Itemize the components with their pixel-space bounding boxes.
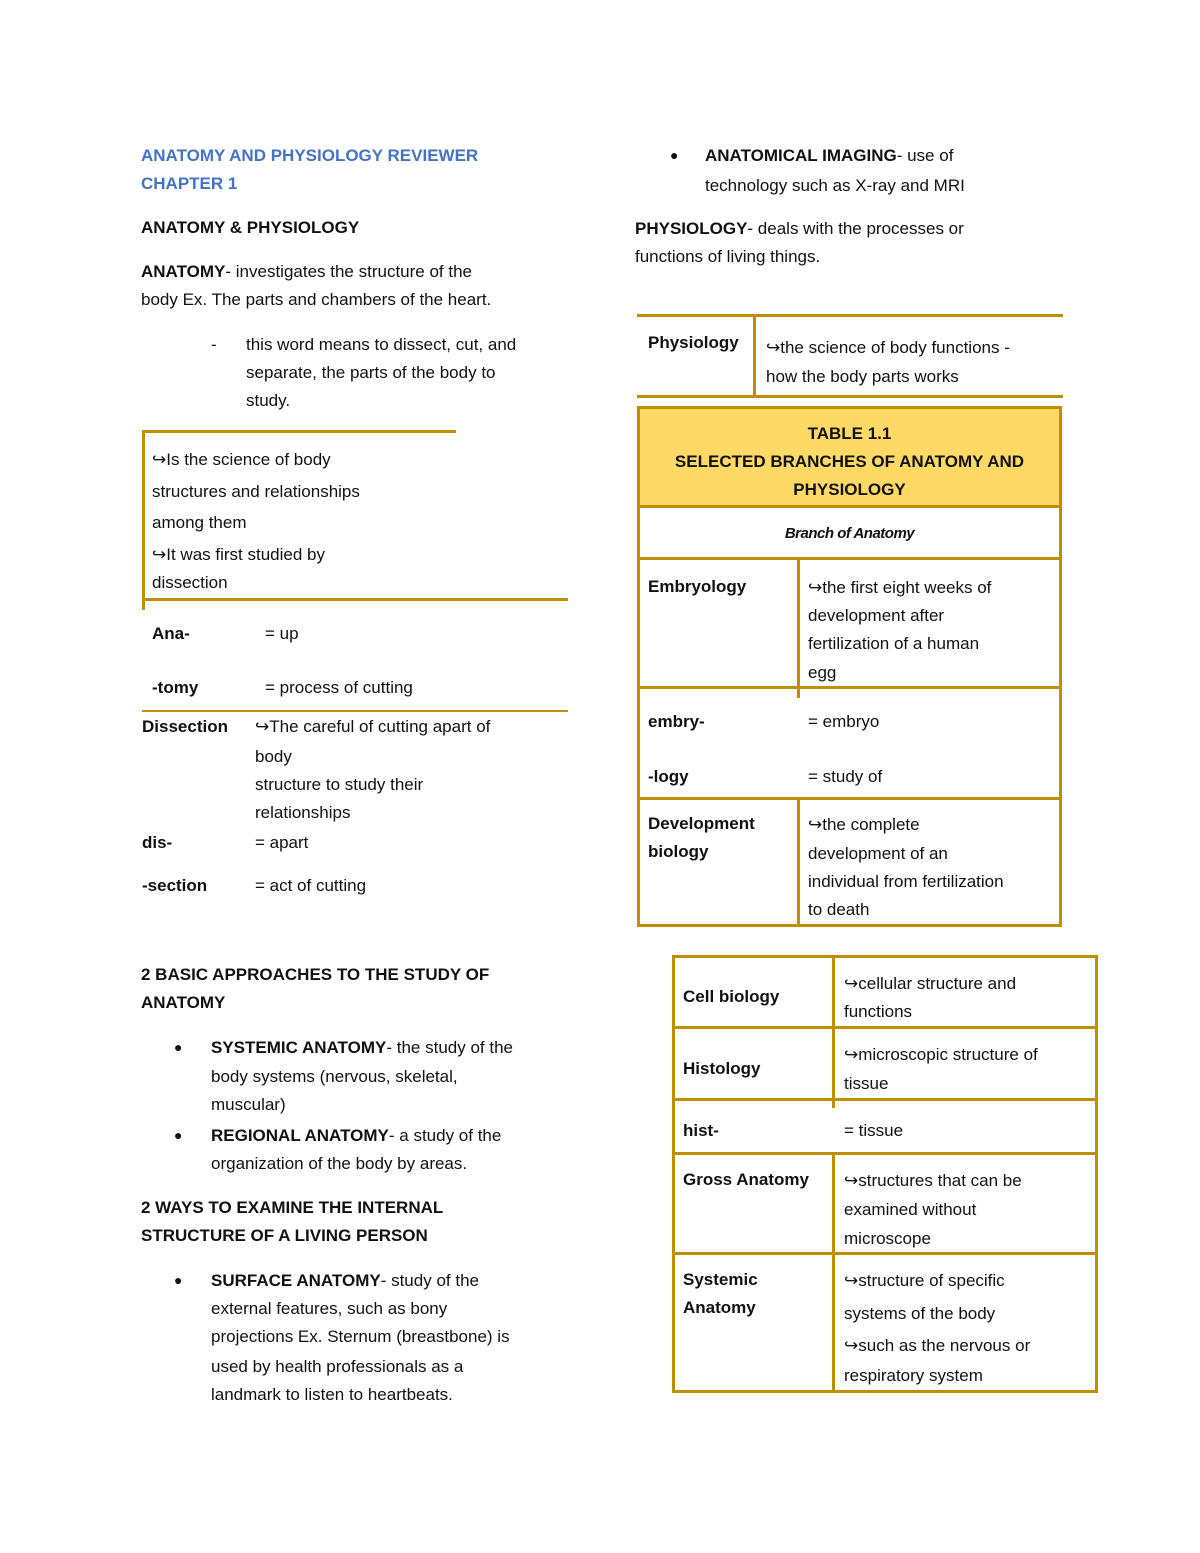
table-rule (672, 1098, 1098, 1101)
embry-prefix: embry- (648, 712, 705, 731)
physiology-term: PHYSIOLOGY (635, 219, 748, 238)
box-line-2: structures and relationships (152, 482, 360, 501)
box-left-rule (142, 430, 145, 610)
box-line-1: ↪Is the science of body (152, 450, 331, 469)
devbio-term-2: biology (648, 842, 709, 861)
surface-def-1: - study of the (380, 1271, 479, 1290)
dis-prefix: dis- (142, 833, 173, 852)
anatomy-def-2: body Ex. The parts and chambers of the heart. (141, 290, 492, 309)
surface-line-1 (211, 1267, 479, 1295)
sysanat-def-4: respiratory system (844, 1366, 983, 1385)
surface-def-4: used by health professionals as a (211, 1357, 464, 1376)
word-meaning-2: separate, the parts of the body to (246, 363, 496, 382)
regional-line-1 (211, 1122, 501, 1150)
cellbio-def-2: functions (844, 1002, 913, 1021)
sysanat-term-2: Anatomy (683, 1298, 756, 1317)
surface-def-5: landmark to listen to heartbeats. (211, 1385, 453, 1404)
table-divider (832, 1155, 835, 1390)
devbio-def-2: development of an (808, 844, 948, 863)
imaging-def-1: - use of (896, 146, 954, 165)
anatomy-definition (141, 258, 472, 286)
imaging-line-1 (705, 142, 953, 170)
devbio-term-1: Development (648, 814, 755, 833)
chapter-label: CHAPTER 1 (141, 174, 238, 193)
table-title-2: SELECTED BRANCHES OF ANATOMY AND (674, 452, 1025, 471)
devbio-def-3: individual from fertilization (808, 872, 1004, 891)
embryology-def-3: fertilization of a human (808, 634, 980, 653)
dissection-def-3: structure to study their (255, 775, 424, 794)
sysanat-def-2: systems of the body (844, 1304, 996, 1323)
dissection-def-2: body (255, 747, 292, 766)
anatomy-term: ANATOMY (141, 262, 226, 281)
regional-def-1: - a study of the (388, 1126, 502, 1145)
word-meaning-1: this word means to dissect, cut, and (246, 335, 517, 354)
gross-def-1: ↪structures that can be (844, 1171, 1022, 1190)
dissection-rule (142, 710, 568, 712)
phys-box-top-rule (637, 314, 1063, 317)
phys-box-def-2: how the body parts works (766, 367, 959, 386)
embryology-def-1: ↪the first eight weeks of (808, 578, 992, 597)
table-title-3: PHYSIOLOGY (793, 480, 906, 499)
devbio-def-4: to death (808, 900, 870, 919)
devbio-def-1: ↪the complete (808, 815, 920, 834)
hist-meaning: = tissue (844, 1121, 904, 1140)
regional-term: REGIONAL ANATOMY (211, 1126, 389, 1145)
systemic-def-1: - the study of the (386, 1038, 514, 1057)
dash-marker: - (211, 335, 217, 354)
sysanat-def-3: ↪such as the nervous or (844, 1336, 1031, 1355)
approaches-title-2: ANATOMY (141, 993, 226, 1012)
bullet-icon: ● (174, 1039, 183, 1055)
table-rule (637, 797, 1062, 800)
table-divider (797, 560, 800, 698)
table-divider (832, 958, 835, 1108)
phys-box-bottom-rule (637, 395, 1063, 398)
section-meaning: = act of cutting (255, 876, 367, 895)
table-title-1: TABLE 1.1 (807, 424, 892, 443)
ana-prefix: Ana- (152, 624, 190, 643)
box-line-5: dissection (152, 573, 228, 592)
histology-term: Histology (683, 1059, 761, 1078)
bullet-icon: ● (174, 1272, 183, 1288)
sysanat-def-1: ↪structure of specific (844, 1271, 1005, 1290)
physiology-def-1: - deals with the processes or (747, 219, 964, 238)
physiology-def-2: functions of living things. (635, 247, 821, 266)
phys-box-def-1: ↪the science of body functions - (766, 338, 1010, 357)
imaging-term: ANATOMICAL IMAGING (705, 146, 897, 165)
box-top-rule (142, 430, 456, 433)
tomy-suffix: -tomy (152, 678, 199, 697)
hist-prefix: hist- (683, 1121, 719, 1140)
gross-term: Gross Anatomy (683, 1170, 809, 1189)
histology-def-2: tissue (844, 1074, 889, 1093)
sysanat-term-1: Systemic (683, 1270, 758, 1289)
bullet-icon: ● (670, 147, 679, 163)
systemic-line-1 (211, 1034, 513, 1062)
table-rule (672, 1026, 1098, 1029)
table-rule (672, 1152, 1098, 1155)
box-line-4: ↪It was first studied by (152, 545, 325, 564)
logy-suffix: -logy (648, 767, 689, 786)
embryology-def-2: development after (808, 606, 945, 625)
table-rule (637, 686, 1062, 689)
phys-box-term: Physiology (648, 333, 739, 352)
surface-def-2: external features, such as bony (211, 1299, 448, 1318)
dissection-term: Dissection (142, 717, 228, 736)
ways-title-1: 2 WAYS TO EXAMINE THE INTERNAL (141, 1198, 444, 1217)
box-line-3: among them (152, 513, 247, 532)
systemic-def-2: body systems (nervous, skeletal, (211, 1067, 458, 1086)
word-meaning-3: study. (246, 391, 291, 410)
section-heading: ANATOMY & PHYSIOLOGY (141, 218, 360, 237)
table-rule (637, 557, 1062, 560)
table-rule (672, 1252, 1098, 1255)
dissection-def-1: ↪The careful of cutting apart of (255, 717, 491, 736)
approaches-title-1: 2 BASIC APPROACHES TO THE STUDY OF (141, 965, 490, 984)
gross-def-3: microscope (844, 1229, 931, 1248)
cellbio-term: Cell biology (683, 987, 780, 1006)
ways-title-2: STRUCTURE OF A LIVING PERSON (141, 1226, 428, 1245)
embry-meaning: = embryo (808, 712, 880, 731)
imaging-def-2: technology such as X-ray and MRI (705, 176, 965, 195)
anatomy-def-1: - investigates the structure of the (225, 262, 472, 281)
table-subhead: Branch of Anatomy (784, 525, 915, 542)
doc-title: ANATOMY AND PHYSIOLOGY REVIEWER (141, 146, 479, 165)
dis-meaning: = apart (255, 833, 309, 852)
cellbio-def-1: ↪cellular structure and (844, 974, 1017, 993)
ana-meaning: = up (265, 624, 299, 643)
physiology-line-1 (635, 215, 964, 243)
systemic-def-3: muscular) (211, 1095, 286, 1114)
box-bottom-rule (142, 598, 568, 601)
surface-def-3: projections Ex. Sternum (breastbone) is (211, 1327, 510, 1346)
tomy-meaning: = process of cutting (265, 678, 413, 697)
surface-term: SURFACE ANATOMY (211, 1271, 381, 1290)
phys-box-divider (753, 314, 756, 398)
embryology-def-4: egg (808, 663, 837, 682)
table-rule (637, 505, 1062, 508)
histology-def-1: ↪microscopic structure of (844, 1045, 1038, 1064)
table-divider (797, 800, 800, 924)
systemic-term: SYSTEMIC ANATOMY (211, 1038, 387, 1057)
bullet-icon: ● (174, 1127, 183, 1143)
gross-def-2: examined without (844, 1200, 977, 1219)
dissection-def-4: relationships (255, 803, 351, 822)
section-suffix: -section (142, 876, 208, 895)
regional-def-2: organization of the body by areas. (211, 1154, 468, 1173)
logy-meaning: = study of (808, 767, 883, 786)
embryology-term: Embryology (648, 577, 747, 596)
